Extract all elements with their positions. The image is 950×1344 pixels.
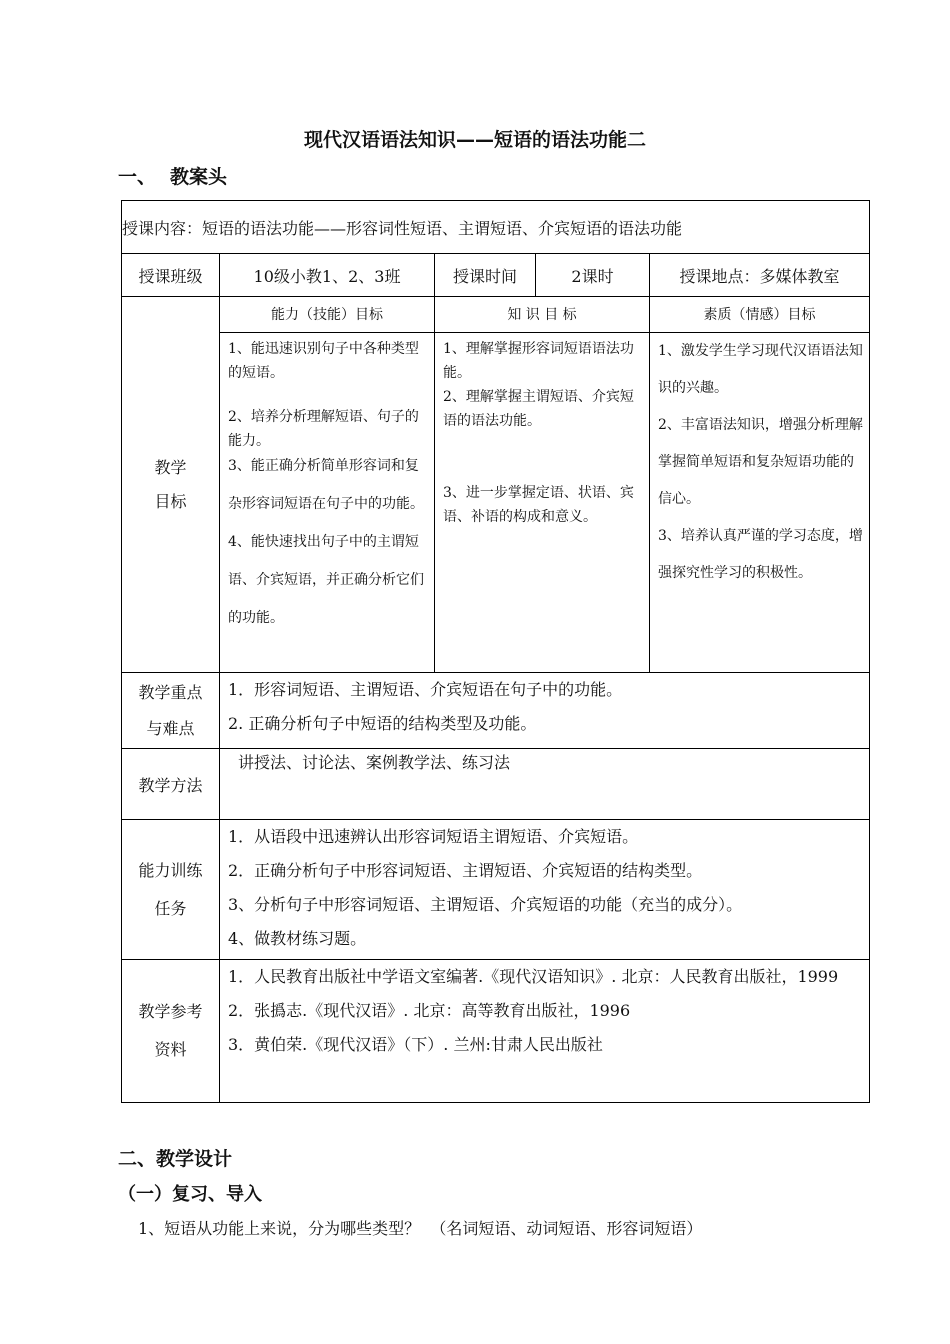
- goals-label: [122, 297, 220, 673]
- goals-label-line-2: 目标: [154, 491, 187, 511]
- focus-label-line-2: 与难点: [146, 718, 195, 738]
- row-goals: [122, 333, 870, 673]
- task-item-4: 4、做教材练习题。: [228, 929, 367, 948]
- row-class: [122, 254, 870, 297]
- place-cell: 授课地点：多媒体教室: [650, 254, 870, 297]
- ref-content: [220, 960, 870, 1103]
- content-cell: [122, 201, 870, 254]
- row-goal-headers: [122, 297, 870, 333]
- task-label: [122, 820, 220, 960]
- knowledge-goals: [435, 333, 650, 673]
- knowledge-goal-3: 3、进一步掌握定语、状语、宾语、补语的构成和意义。: [443, 485, 634, 525]
- page-title: 现代汉语语法知识——短语的语法功能二: [303, 129, 646, 151]
- subsection-1-heading: （一）复习、导入: [118, 1184, 262, 1205]
- class-value: 10级小教1、2、3班: [220, 254, 435, 297]
- ability-goal-3: 3、能正确分析简单形容词和复杂形容词短语在句子中的功能。: [228, 458, 424, 512]
- ref-item-1: 1．人民教育出版社中学语文室编著.《现代汉语知识》. 北京：人民教育出版社，1999: [228, 967, 839, 986]
- time-label: 授课时间: [435, 254, 536, 297]
- lesson-plan-table: [121, 200, 870, 1103]
- ref-label-line-2: 资料: [154, 1040, 187, 1059]
- ref-label: [122, 960, 220, 1103]
- knowledge-goal-2: 2、理解掌握主谓短语、介宾短语的语法功能。: [443, 389, 634, 429]
- task-item-2: 2．正确分析句子中形容词短语、主谓短语、介宾短语的结构类型。: [228, 861, 703, 880]
- goals-label-line-1: 教学: [154, 457, 187, 477]
- method-value: 讲授法、讨论法、案例教学法、练习法: [220, 749, 870, 820]
- quality-goal-2: 2、丰富语法知识，增强分析理解掌握简单短语和复杂短语功能的信心。: [658, 417, 863, 507]
- row-method: [122, 749, 870, 820]
- row-refs: [122, 960, 870, 1103]
- section-1-number: 一、: [118, 166, 157, 188]
- quality-goals: [650, 333, 870, 673]
- row-tasks: [122, 820, 870, 960]
- ability-goal-2: 2、培养分析理解短语、句子的能力。: [228, 409, 419, 449]
- focus-item-2: 2. 正确分析句子中短语的结构类型及功能。: [228, 714, 537, 733]
- col-knowledge-header: 知 识 目 标: [435, 297, 650, 333]
- ref-item-3: 3．黄伯荣.《现代汉语》（下）. 兰州:甘肃人民出版社: [228, 1035, 603, 1054]
- quality-goal-1: 1、激发学生学习现代汉语语法知识的兴趣。: [658, 343, 863, 396]
- ability-goal-1: 1、能迅速识别句子中各种类型的短语。: [228, 341, 419, 381]
- focus-content: [220, 673, 870, 749]
- quality-goal-3: 3、培养认真严谨的学习态度，增强探究性学习的积极性。: [658, 528, 863, 581]
- content-value: 短语的语法功能——形容词性短语、主谓短语、介宾短语的语法功能: [202, 218, 683, 238]
- section-2-heading: 二、教学设计: [118, 1148, 233, 1170]
- knowledge-goal-1: 1、理解掌握形容词短语语法功能。: [443, 341, 634, 381]
- ref-label-line-1: 教学参考: [138, 1002, 203, 1021]
- question-1: 1、短语从功能上来说，分为哪些类型？ （名词短语、动词短语、形容词短语）: [138, 1219, 703, 1238]
- ability-goals: [220, 333, 435, 673]
- content-label: 授课内容：: [122, 218, 203, 238]
- row-focus: [122, 673, 870, 749]
- task-content: [220, 820, 870, 960]
- focus-item-1: 1．形容词短语、主谓短语、介宾短语在句子中的功能。: [228, 680, 623, 699]
- section-1-heading: 教案头: [170, 166, 228, 188]
- method-label: 教学方法: [122, 749, 220, 820]
- task-label-line-1: 能力训练: [138, 860, 203, 880]
- task-label-line-2: 任务: [154, 898, 187, 918]
- task-item-3: 3、分析句子中形容词短语、主谓短语、介宾短语的功能（充当的成分）。: [228, 895, 743, 914]
- class-label: 授课班级: [122, 254, 220, 297]
- col-quality-header: 素质（情感）目标: [650, 297, 870, 333]
- ability-goal-4: 4、能快速找出句子中的主谓短语、介宾短语，并正确分析它们的功能。: [228, 534, 424, 626]
- ref-item-2: 2．张撝志.《现代汉语》. 北京：高等教育出版社，1996: [228, 1001, 631, 1020]
- time-value: 2课时: [536, 254, 650, 297]
- focus-label-line-1: 教学重点: [138, 682, 203, 702]
- task-item-1: 1．从语段中迅速辨认出形容词短语主谓短语、介宾短语。: [228, 827, 639, 846]
- col-ability-header: 能力（技能）目标: [220, 297, 435, 333]
- focus-label: [122, 673, 220, 749]
- row-content: [122, 201, 870, 254]
